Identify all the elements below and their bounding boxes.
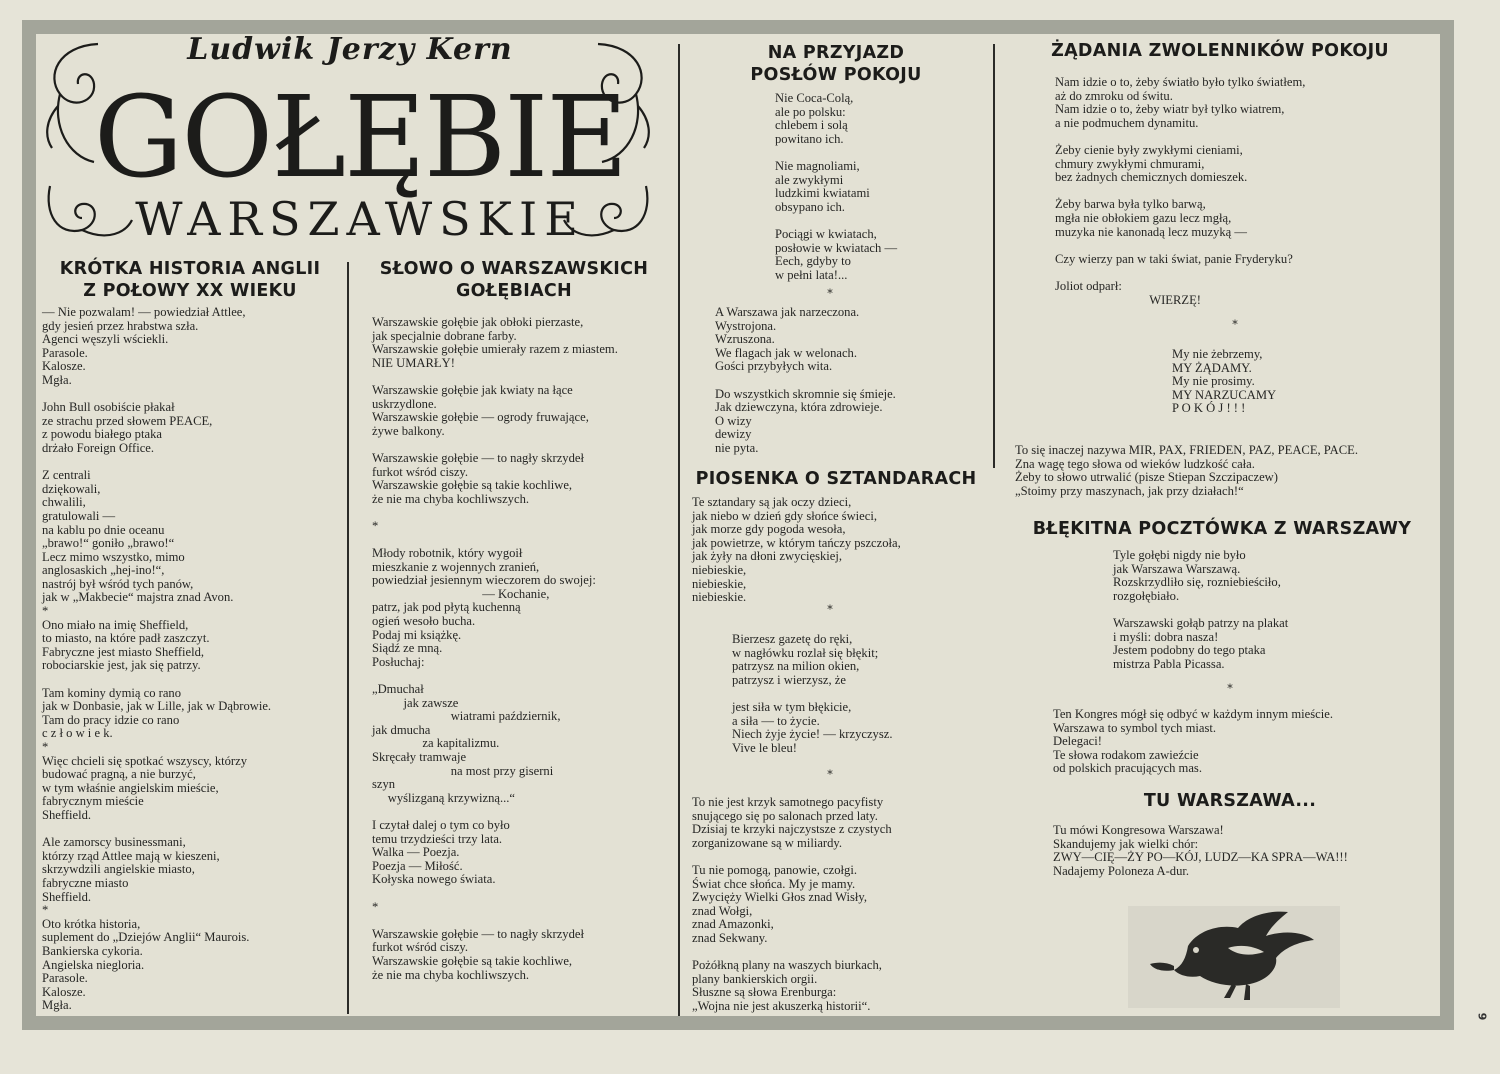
col3-heading-banners: PIOSENKA O SZTANDARACH [695,469,977,489]
separator-star: * [827,603,833,616]
separator-star: * [827,287,833,300]
main-subtitle: WARSZAWSKIE [135,192,585,246]
col4-text-demands: Nam idzie o to, żeby światło było tylko światłem, aż do zmroku od świtu. Nam idzie o to, żeby wiatr był tylko wiatrem, a nie podmuchem dynamitu. Żeby cienie były zwykłymi cieniami, chmury zwykłymi chmurami, bez żadnych chemicznych domieszek. Żeby barwa była tylko barwą, mgła nie obłokiem gazu lecz mgłą, muzyka nie kanonadą lecz muzyką — Czy wierzy pan w taki świat, panie Fryderyku? Joliot odparł: WIERZĘ! [1055,75,1306,307]
col1-heading: KRÓTKA HISTORIA ANGLII Z POŁOWY XX WIEKU [59,259,321,301]
column-divider [678,44,680,1016]
dove-icon [1128,906,1340,1008]
dove-illustration [1128,906,1340,1008]
col4-text-mir-pax: To się inaczej nazywa MIR, PAX, FRIEDEN, PAZ, PEACE, PACE. Zna wagę tego słowa od wieków ludzkość cała. Żeby to słowo utrwalić (pisze Stiepan Szczipaczew) „Stoimy przy maszynach, jak przy działach!“ [1015,443,1358,498]
col3-text-arrival: Nie Coca-Colą, ale po polsku: chlebem i solą powitano ich. Nie magnoliami, ale zwykłymi ludzkimi kwiatami obsypano ich. Pociągi w kwiatach, posłowie w kwiatach — Eech, gdyby to w pełni lata!... [775,91,898,282]
page-number: 9 [1475,1012,1489,1021]
author-name: Ludwik Jerzy Kern [187,32,513,67]
col2-heading: SŁOWO O WARSZAWSKICH GOŁĘBIACH [379,259,649,301]
separator-star: * [1227,682,1233,695]
col4-text-we-demand: My nie żebrzemy, MY ŻĄDAMY. My nie prosimy. MY NARZUCAMY P O K Ó J ! ! ! [1172,347,1277,416]
main-title: GOŁĘBIE [93,73,627,203]
col4-heading-demands: ŻĄDANIA ZWOLENNIKÓW POKOJU [1051,41,1389,61]
col4-heading-tu-warszawa: TU WARSZAWA... [1143,791,1317,811]
col3-heading-arrival: NA PRZYJAZD POSŁÓW POKOJU [750,43,922,85]
col1-text: — Nie pozwalam! — powiedział Attlee, gdy jesień przez hrabstwa szła. Agenci węszyli wściekli. Parasole. Kalosze. Mgła. John Bull osobiście płakał ze strachu przed słowem PEACE, z powodu białego ptaka drżało Foreign Office. Z centrali dziękowali, chwalili, gratulowali — na kablu po dnie oceanu „brawo!“ goniło „brawo!“ Lecz mimo wszystko, mimo anglosaskich „hej-ino!“, nastrój był wśród tych panów, jak w „Makbecie“ majstra znad Avon. * Ono miało na imię Sheffield, to miasto, na które padł zaszczyt. Fabryczne jest miasto Sheffield, robociarskie jest, jak się patrzy. Tam kominy dymią co rano jak w Donbasie, jak w Lille, jak w Dąbrowie. Tam do pracy idzie co rano c z ł o w i e k. * Więc chcieli się spotkać wszyscy, którzy budować pragną, a nie burzyć, w tym właśnie angielskim mieście, fabrycznym mieście Sheffield. Ale zamorscy businessmani, którzy rząd Attlee mają w kieszeni, skrzywdzili angielskie miasto, fabryczne miasto Sheffield. * Oto krótka historia, suplement do „Dziejów Anglii“ Maurois. Bankierska cykoria. Angielska niegloria. Parasole. Kalosze. Mgła. [42,305,272,1013]
separator-star: * [1232,318,1238,331]
col4-text-postcard: Tyle gołębi nigdy nie było jak Warszawa Warszawą. Rozskrzydliło się, rozniebieściło, rozgołębiało. Warszawski gołąb patrzy na plakat i myśli: dobra nasza! Jestem podobny do tego ptaka mistrza Pabla Picassa. [1113,548,1289,671]
col4-heading-postcard: BŁĘKITNA POCZTÓWKA Z WARSZAWY [1032,519,1412,539]
column-divider [347,262,349,1014]
col3-text-newspaper: Bierzesz gazetę do ręki, w nagłówku rozlał się błękit; patrzysz na milion okien, patrzysz i wierzysz, że jest siła w tym błękicie, a siła — to życie. Niech żyje życie! — krzyczysz. Vive le bleu! [732,632,893,755]
column-divider [993,44,995,468]
col3-text-pacifist: To nie jest krzyk samotnego pacyfisty snującego się po salonach przed laty. Dzisiaj te krzyki najczystsze z czystych zorganizowane są w miliardy. Tu nie pomogą, panowie, czołgi. Świat chce słońca. My je mamy. Zwycięży Wielki Głos znad Wisły, znad Wołgi, znad Amazonki, znad Sekwany. Pożółkną plany na waszych biurkach, plany bankierskich orgii. Słuszne są słowa Erenburga: „Wojna nie jest akuszerką historii“. [692,795,892,1013]
col3-text-banners: Te sztandary są jak oczy dzieci, jak niebo w dzień gdy słońce świeci, jak morze gdy pogoda wesoła, jak powietrze, w którym tańczy pszczoła, jak żyły na dłoni zwycięskiej, niebieskie, niebieskie, niebieskie. [692,495,901,605]
col2-text: Warszawskie gołębie jak obłoki pierzaste, jak specjalnie dobrane farby. Warszawskie gołębie umierały razem z miastem. NIE UMARŁY! Warszawskie gołębie jak kwiaty na łące uskrzydlone. Warszawskie gołębie — ogrody fruwające, żywe balkony. Warszawskie gołębie — to nagły skrzydeł furkot wśród ciszy. Warszawskie gołębie są takie kochliwe, że nie ma chyba kochliwszych. * Młody robotnik, który wygoił mieszkanie z wojennych zranień, powiedział jesiennym wieczorem do swojej: — Kochanie, patrz, jak pod płytą kuchenną ogień wesoło bucha. Podaj mi książkę. Siądź ze mną. Posłuchaj: „Dmuchał jak zawsze wiatrami październik, jak dmucha za kapitalizmu. Skręcały tramwaje na most przy giserni szyn wyślizganą krzywizną...“ I czytał dalej o tym co było temu trzydzieści trzy lata. Walka — Poezja. Poezja — Miłość. Kołyska nowego świata. * Warszawskie gołębie — to nagły skrzydeł furkot wśród ciszy. Warszawskie gołębie są takie kochliwe, że nie ma chyba kochliwszych. [372,315,618,982]
col3-text-warsaw: A Warszawa jak narzeczona. Wystrojona. Wzruszona. We flagach jak w welonach. Gości przybyłych wita. Do wszystkich skromnie się śmieje. Jak dziewczyna, która zdrowieje. O wizy dewizy nie pyta. [715,305,896,455]
separator-star: * [827,768,833,781]
col4-text-congress: Ten Kongres mógł się odbyć w każdym innym mieście. Warszawa to symbol tych miast. Delegaci! Te słowa rodakom zawieźcie od polskich pracujących mas. [1053,707,1333,776]
col4-text-tu-warszawa: Tu mówi Kongresowa Warszawa! Skandujemy jak wielki chór: ZWY—CIĘ—ŻY PO—KÓJ, LUDZ—KA SPRA—WA!!! Nadajemy Poloneza A-dur. [1053,823,1348,878]
